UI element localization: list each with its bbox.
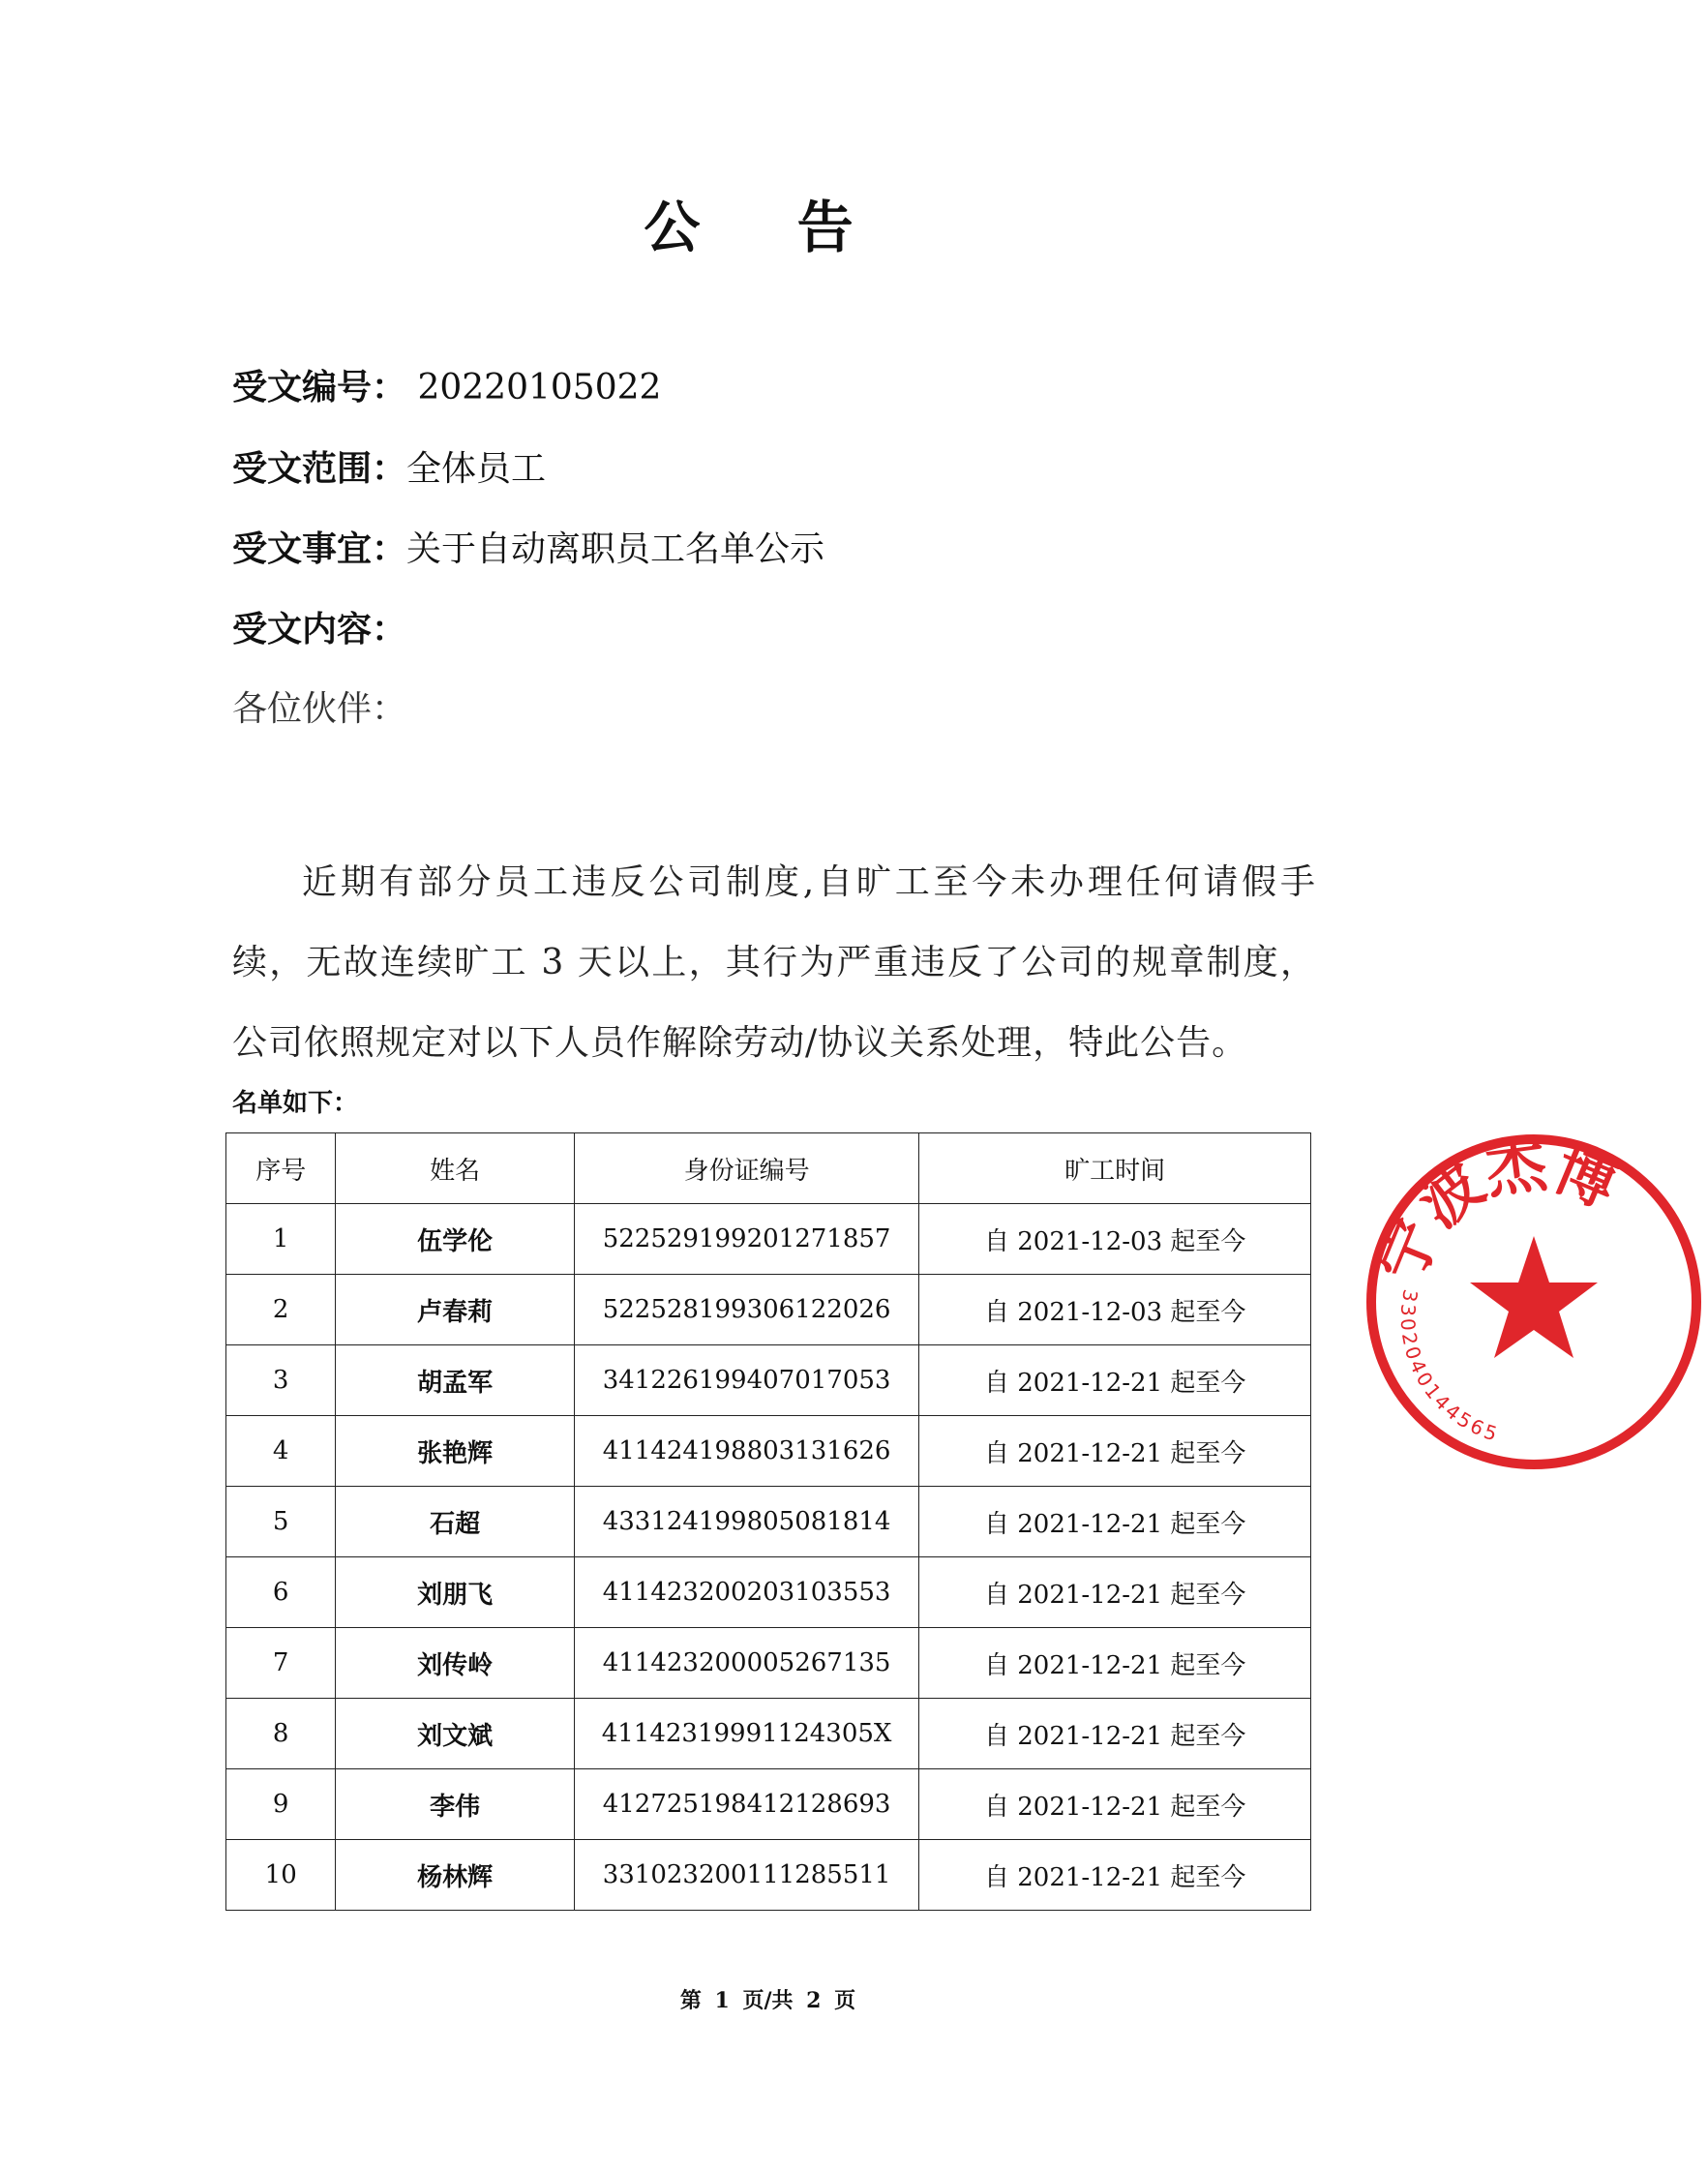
table-header-row (226, 1133, 1311, 1204)
cell-seq: 4 (226, 1416, 336, 1487)
meta-value: 20220105022 (406, 368, 662, 407)
seal-number-text (1396, 1287, 1503, 1446)
cell-seq: 2 (226, 1275, 336, 1345)
cell-id: 411423200203103553 (574, 1557, 919, 1628)
cell-name: 刘朋飞 (336, 1557, 574, 1628)
header-seq: 序号 (226, 1133, 336, 1204)
greeting: 各位伙伴： (232, 689, 407, 729)
cell-seq: 8 (226, 1699, 336, 1769)
cell-time: 自 2021-12-21 起至今 (919, 1628, 1311, 1699)
cell-id: 411423200005267135 (574, 1628, 919, 1699)
cell-id: 522529199201271857 (574, 1204, 919, 1275)
cell-name: 杨林辉 (336, 1840, 574, 1911)
cell-name: 刘传岭 (336, 1628, 574, 1699)
cell-seq: 6 (226, 1557, 336, 1628)
seal-graphic (1360, 1128, 1708, 1476)
meta-label: 受文事宜： (232, 528, 407, 569)
cell-time: 自 2021-12-21 起至今 (919, 1487, 1311, 1557)
cell-id: 41142319991124305X (574, 1699, 919, 1769)
table-row (226, 1840, 1311, 1911)
company-seal (1360, 1128, 1628, 1476)
list-heading: 名单如下： (232, 1089, 359, 1118)
cell-seq: 3 (226, 1345, 336, 1416)
table-row (226, 1345, 1311, 1416)
cell-seq: 10 (226, 1840, 336, 1911)
cell-name: 胡孟军 (336, 1345, 574, 1416)
table-row (226, 1204, 1311, 1275)
seal-name-path: 宁波杰博 (1364, 1129, 1628, 1292)
table-row (226, 1416, 1311, 1487)
seal-star-icon (1470, 1236, 1598, 1358)
cell-time: 自 2021-12-21 起至今 (919, 1557, 1311, 1628)
cell-time: 自 2021-12-21 起至今 (919, 1345, 1311, 1416)
table-row (226, 1769, 1311, 1840)
meta-label: 受文范围： (232, 448, 407, 489)
cell-id: 331023200111285511 (574, 1840, 919, 1911)
cell-id: 411424198803131626 (574, 1416, 919, 1487)
document-title: 公 告 (644, 195, 892, 260)
meta-value: 全体员工 (406, 449, 547, 489)
page-footer: 第 1 页/共 2 页 (679, 1988, 856, 2013)
cell-seq: 7 (226, 1628, 336, 1699)
meta-line-subject (232, 525, 824, 574)
meta-label: 受文内容： (232, 609, 407, 649)
cell-id: 433124199805081814 (574, 1487, 919, 1557)
cell-seq: 5 (226, 1487, 336, 1557)
cell-time: 自 2021-12-21 起至今 (919, 1840, 1311, 1911)
cell-time: 自 2021-12-21 起至今 (919, 1769, 1311, 1840)
cell-seq: 1 (226, 1204, 336, 1275)
cell-time: 自 2021-12-21 起至今 (919, 1416, 1311, 1487)
cell-name: 伍学伦 (336, 1204, 574, 1275)
header-id: 身份证编号 (574, 1133, 919, 1204)
table-row (226, 1487, 1311, 1557)
cell-name: 卢春莉 (336, 1275, 574, 1345)
cell-id: 412725198412128693 (574, 1769, 919, 1840)
cell-id: 522528199306122026 (574, 1275, 919, 1345)
header-name: 姓名 (336, 1133, 574, 1204)
meta-value: 关于自动离职员工名单公示 (406, 529, 825, 569)
cell-time: 自 2021-12-03 起至今 (919, 1275, 1311, 1345)
cell-time: 自 2021-12-21 起至今 (919, 1699, 1311, 1769)
cell-name: 刘文斌 (336, 1699, 574, 1769)
cell-time: 自 2021-12-03 起至今 (919, 1204, 1311, 1275)
table-row (226, 1699, 1311, 1769)
employee-table (225, 1132, 1311, 1911)
seal-number-path: 3302040144565 (1395, 1287, 1503, 1447)
cell-name: 石超 (336, 1487, 574, 1557)
meta-line-scope (232, 444, 546, 494)
cell-seq: 9 (226, 1769, 336, 1840)
cell-name: 张艳辉 (336, 1416, 574, 1487)
body-paragraph: 近期有部分员工违反公司制度,自旷工至今未办理任何请假手续，无故连续旷工 3 天以上，其行为严重违反了公司的规章制度，公司依照规定对以下人员作解除劳动/协议关系处理，特此公告。 (232, 862, 1316, 1063)
table-row (226, 1275, 1311, 1345)
table-row (226, 1557, 1311, 1628)
table-row (226, 1628, 1311, 1699)
cell-name: 李伟 (336, 1769, 574, 1840)
header-time: 旷工时间 (919, 1133, 1311, 1204)
meta-label: 受文编号： (232, 367, 407, 407)
meta-line-content (232, 605, 406, 654)
meta-line-document-number (232, 363, 661, 412)
cell-id: 341226199407017053 (574, 1345, 919, 1416)
